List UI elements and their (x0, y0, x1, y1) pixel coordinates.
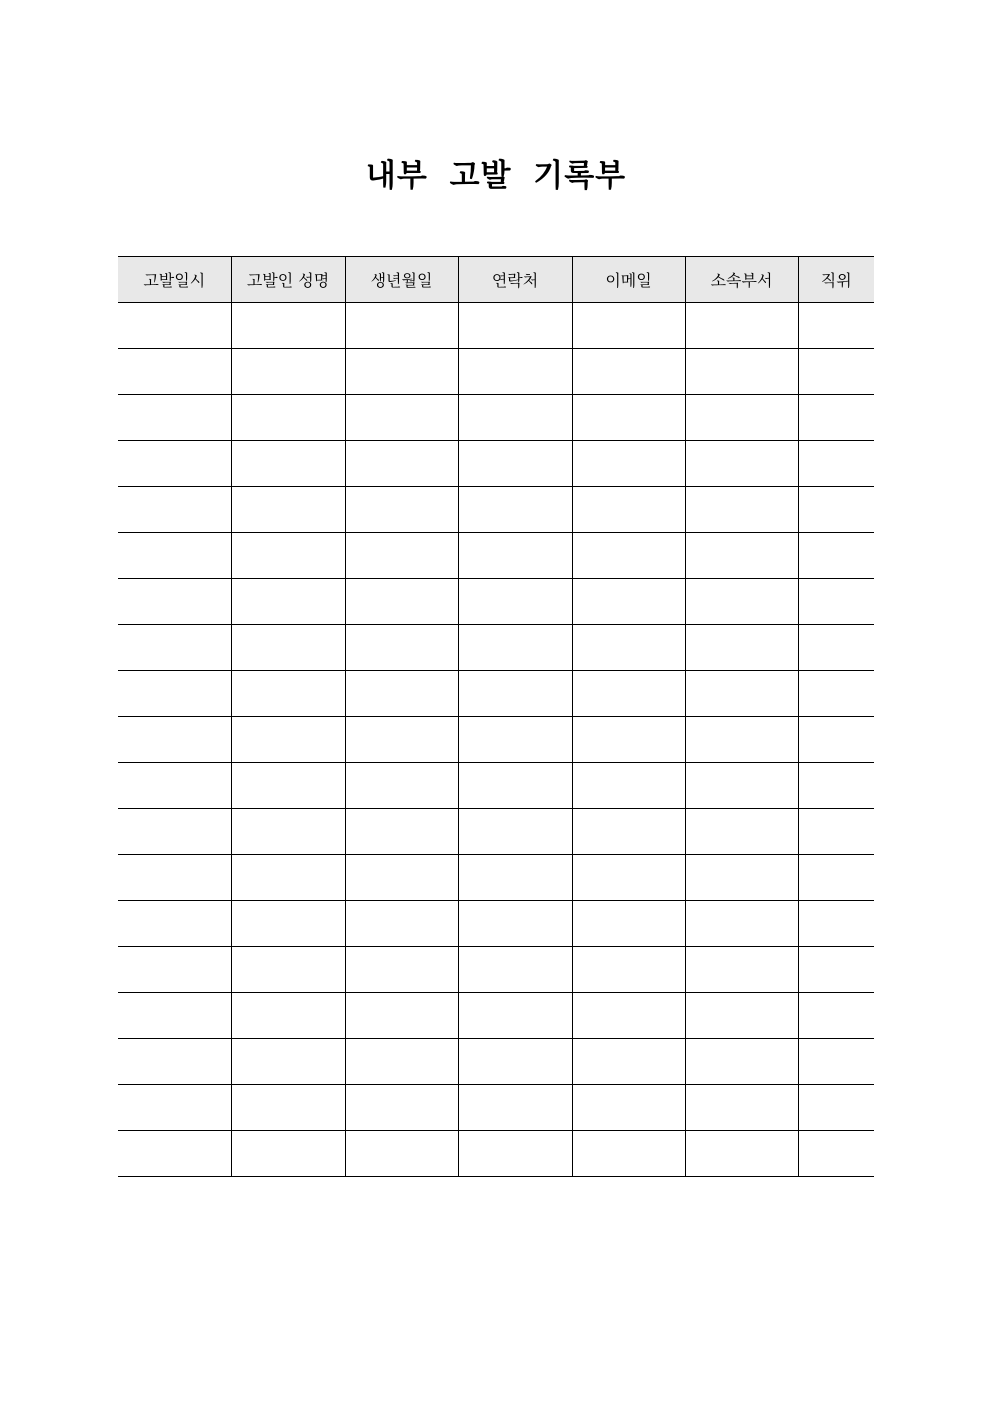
table-cell[interactable] (345, 303, 458, 349)
table-cell[interactable] (345, 1131, 458, 1177)
table-cell[interactable] (345, 395, 458, 441)
table-cell[interactable] (231, 441, 345, 487)
table-cell[interactable] (458, 303, 572, 349)
table-cell[interactable] (798, 579, 874, 625)
table-cell[interactable] (118, 763, 231, 809)
table-cell[interactable] (345, 717, 458, 763)
table-row (118, 303, 874, 349)
table-cell[interactable] (685, 1085, 798, 1131)
table-cell[interactable] (345, 625, 458, 671)
table-cell[interactable] (231, 395, 345, 441)
table-cell[interactable] (458, 395, 572, 441)
table-cell[interactable] (572, 303, 685, 349)
table-cell[interactable] (345, 809, 458, 855)
table-cell[interactable] (458, 901, 572, 947)
table-cell[interactable] (345, 671, 458, 717)
table-cell[interactable] (685, 349, 798, 395)
table-cell[interactable] (572, 809, 685, 855)
column-header-position: 직위 (798, 257, 874, 303)
column-header-reporter-name: 고발인 성명 (231, 257, 345, 303)
table-row (118, 349, 874, 395)
column-header-department: 소속부서 (685, 257, 798, 303)
table-cell[interactable] (345, 1085, 458, 1131)
table-cell[interactable] (458, 993, 572, 1039)
table-cell[interactable] (685, 993, 798, 1039)
table-cell[interactable] (231, 487, 345, 533)
table-cell[interactable] (798, 441, 874, 487)
table-cell[interactable] (458, 1085, 572, 1131)
table-row (118, 1085, 874, 1131)
table-cell[interactable] (685, 901, 798, 947)
table-row (118, 855, 874, 901)
table-row (118, 809, 874, 855)
table-cell[interactable] (118, 579, 231, 625)
table-cell[interactable] (685, 395, 798, 441)
table-cell[interactable] (572, 763, 685, 809)
table-cell[interactable] (572, 579, 685, 625)
table-cell[interactable] (345, 579, 458, 625)
table-cell[interactable] (685, 303, 798, 349)
table-cell[interactable] (118, 809, 231, 855)
table-row (118, 487, 874, 533)
table-cell[interactable] (231, 671, 345, 717)
table-cell[interactable] (231, 947, 345, 993)
table-cell[interactable] (458, 763, 572, 809)
table-cell[interactable] (458, 717, 572, 763)
table-row (118, 395, 874, 441)
column-header-email: 이메일 (572, 257, 685, 303)
table-cell[interactable] (118, 855, 231, 901)
table-cell[interactable] (572, 441, 685, 487)
table-cell[interactable] (685, 763, 798, 809)
table-cell[interactable] (798, 901, 874, 947)
table-cell[interactable] (345, 947, 458, 993)
table-cell[interactable] (458, 855, 572, 901)
table-cell[interactable] (798, 1039, 874, 1085)
table-cell[interactable] (118, 303, 231, 349)
table-body (118, 303, 874, 1177)
table-cell[interactable] (231, 717, 345, 763)
table-cell[interactable] (458, 1039, 572, 1085)
table-row (118, 579, 874, 625)
table-cell[interactable] (685, 855, 798, 901)
table-cell[interactable] (572, 395, 685, 441)
table-cell[interactable] (685, 717, 798, 763)
table-cell[interactable] (118, 1131, 231, 1177)
column-header-contact: 연락처 (458, 257, 572, 303)
table-cell[interactable] (798, 395, 874, 441)
table-cell[interactable] (345, 533, 458, 579)
table-cell[interactable] (572, 533, 685, 579)
table-cell[interactable] (231, 303, 345, 349)
table-cell[interactable] (458, 349, 572, 395)
table-cell[interactable] (685, 1131, 798, 1177)
table-cell[interactable] (572, 1131, 685, 1177)
table-cell[interactable] (685, 487, 798, 533)
table-row (118, 441, 874, 487)
table-cell[interactable] (798, 763, 874, 809)
column-header-birth-date: 생년월일 (345, 257, 458, 303)
table-cell[interactable] (231, 533, 345, 579)
table-cell[interactable] (798, 717, 874, 763)
table-cell[interactable] (798, 671, 874, 717)
table-cell[interactable] (345, 763, 458, 809)
table-cell[interactable] (118, 533, 231, 579)
table-row (118, 625, 874, 671)
table-cell[interactable] (685, 533, 798, 579)
table-cell[interactable] (685, 809, 798, 855)
page-title: 내부 고발 기록부 (365, 157, 627, 194)
table-row (118, 947, 874, 993)
table-cell[interactable] (118, 625, 231, 671)
table-cell[interactable] (798, 349, 874, 395)
table-row (118, 763, 874, 809)
table-cell[interactable] (345, 855, 458, 901)
table-cell[interactable] (572, 487, 685, 533)
table-row (118, 1039, 874, 1085)
table-cell[interactable] (118, 671, 231, 717)
table-cell[interactable] (118, 1039, 231, 1085)
table-cell[interactable] (572, 671, 685, 717)
table-cell[interactable] (345, 487, 458, 533)
table-cell[interactable] (118, 395, 231, 441)
table-cell[interactable] (685, 441, 798, 487)
table-cell[interactable] (345, 441, 458, 487)
table-row (118, 533, 874, 579)
table-cell[interactable] (458, 625, 572, 671)
table-cell[interactable] (345, 1039, 458, 1085)
table-cell[interactable] (345, 993, 458, 1039)
table-row (118, 901, 874, 947)
table-cell[interactable] (231, 901, 345, 947)
table-cell[interactable] (685, 947, 798, 993)
table-cell[interactable] (231, 855, 345, 901)
table-cell[interactable] (231, 349, 345, 395)
table-cell[interactable] (572, 349, 685, 395)
table-cell[interactable] (231, 763, 345, 809)
table-cell[interactable] (118, 487, 231, 533)
table-cell[interactable] (118, 441, 231, 487)
table-cell[interactable] (572, 1039, 685, 1085)
table-cell[interactable] (572, 993, 685, 1039)
table-cell[interactable] (118, 947, 231, 993)
table-row (118, 717, 874, 763)
table-cell[interactable] (685, 1039, 798, 1085)
table-cell[interactable] (345, 901, 458, 947)
table-cell[interactable] (118, 901, 231, 947)
table-row (118, 993, 874, 1039)
table-cell[interactable] (798, 1085, 874, 1131)
table-cell[interactable] (458, 1131, 572, 1177)
table-cell[interactable] (685, 671, 798, 717)
table-cell[interactable] (572, 855, 685, 901)
table-cell[interactable] (798, 993, 874, 1039)
table-cell[interactable] (798, 533, 874, 579)
table-cell[interactable] (572, 947, 685, 993)
table-cell[interactable] (231, 1085, 345, 1131)
table-cell[interactable] (231, 579, 345, 625)
table-cell[interactable] (572, 717, 685, 763)
table-cell[interactable] (458, 441, 572, 487)
table-header-row (118, 257, 874, 303)
table-cell[interactable] (231, 1131, 345, 1177)
table-cell[interactable] (458, 487, 572, 533)
table-cell[interactable] (798, 303, 874, 349)
table-cell[interactable] (231, 809, 345, 855)
table-cell[interactable] (798, 947, 874, 993)
table-cell[interactable] (231, 993, 345, 1039)
table-cell[interactable] (798, 487, 874, 533)
table-cell[interactable] (345, 349, 458, 395)
table-row (118, 671, 874, 717)
table-cell[interactable] (118, 993, 231, 1039)
whistleblower-log-table (118, 256, 874, 1177)
column-header-report-datetime: 고발일시 (118, 257, 231, 303)
table-cell[interactable] (798, 625, 874, 671)
table-cell[interactable] (118, 349, 231, 395)
table-cell[interactable] (458, 947, 572, 993)
table-cell[interactable] (231, 1039, 345, 1085)
table-cell[interactable] (231, 625, 345, 671)
table-cell[interactable] (685, 625, 798, 671)
table-cell[interactable] (798, 855, 874, 901)
table-cell[interactable] (458, 671, 572, 717)
table-cell[interactable] (798, 1131, 874, 1177)
table-cell[interactable] (458, 533, 572, 579)
table-cell[interactable] (118, 717, 231, 763)
table-cell[interactable] (572, 901, 685, 947)
table-cell[interactable] (458, 809, 572, 855)
table-cell[interactable] (572, 1085, 685, 1131)
table-cell[interactable] (572, 625, 685, 671)
table-cell[interactable] (685, 579, 798, 625)
table-row (118, 1131, 874, 1177)
table-cell[interactable] (118, 1085, 231, 1131)
table-cell[interactable] (798, 809, 874, 855)
table-cell[interactable] (458, 579, 572, 625)
